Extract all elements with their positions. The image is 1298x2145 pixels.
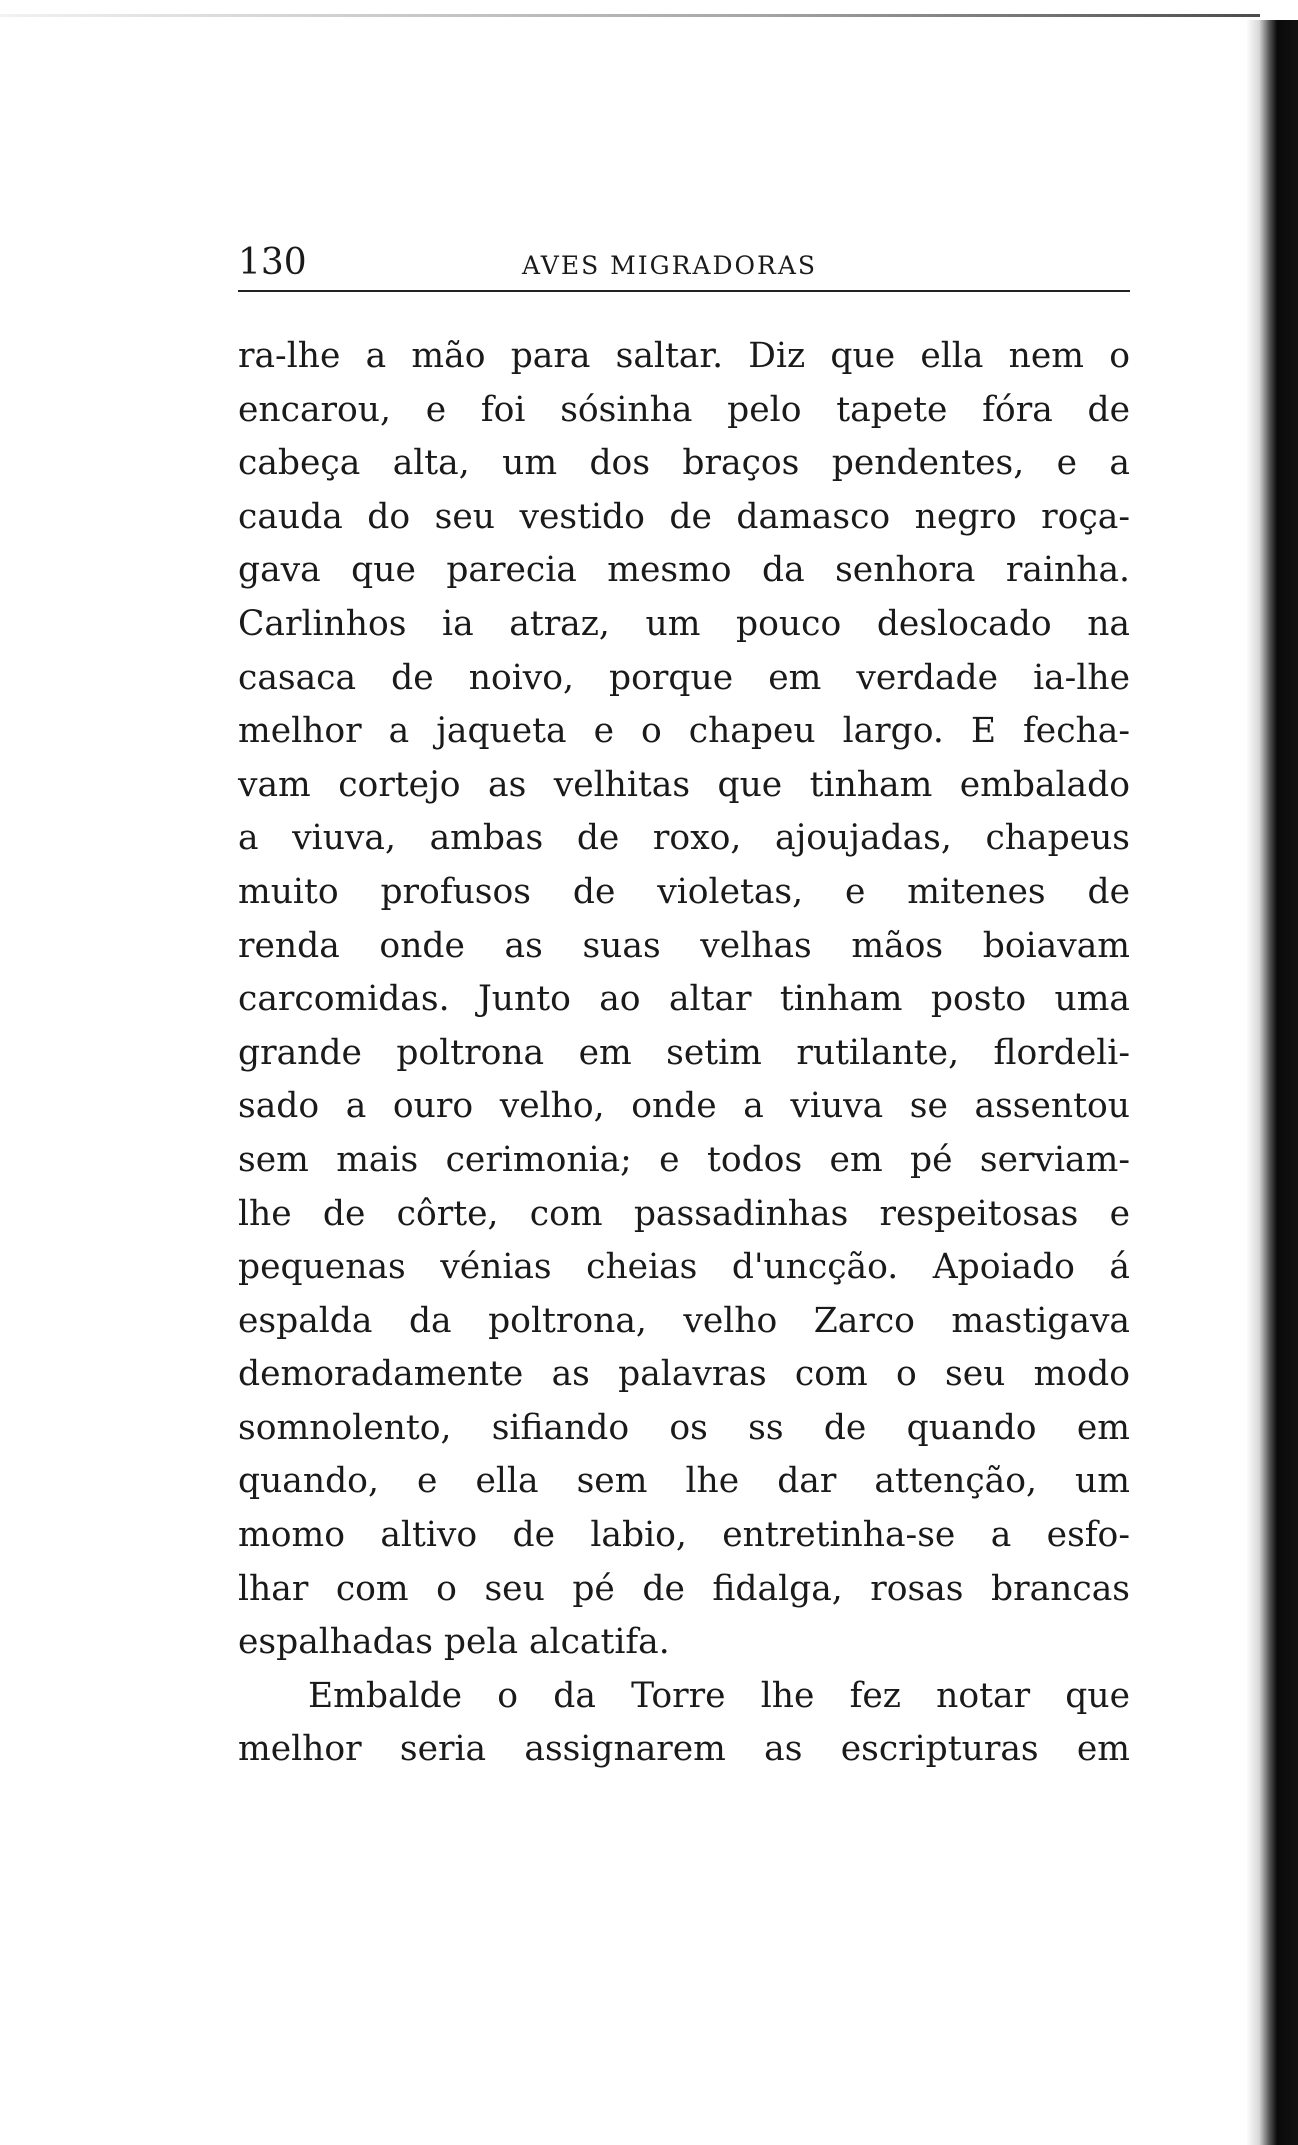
text-line: cauda do seu vestido de damasco negro roça- xyxy=(238,496,1130,537)
text-line: renda onde as suas velhas mãos boiavam xyxy=(238,925,1130,966)
text-line: grande poltrona em setim rutilante, flordeli- xyxy=(238,1032,1130,1073)
body-text xyxy=(238,330,1130,1777)
text-line: sado a ouro velho, onde a viuva se assentou xyxy=(238,1086,1130,1127)
text-line: a viuva, ambas de roxo, ajoujadas, chapeus xyxy=(238,818,1130,859)
text-line: gava que parecia mesmo da senhora rainha. xyxy=(238,550,1130,591)
text-line: demoradamente as palavras com o seu modo xyxy=(238,1354,1130,1395)
page-top-edge xyxy=(0,14,1260,17)
text-line: cabeça alta, um dos braços pendentes, e a xyxy=(238,443,1130,484)
text-line: carcomidas. Junto ao altar tinham posto uma xyxy=(238,979,1130,1020)
text-line: lhar com o seu pé de fidalga, rosas brancas xyxy=(238,1568,1130,1609)
text-line: somnolento, sifiando os ss de quando em xyxy=(238,1407,1130,1448)
text-line: ra-lhe a mão para saltar. Diz que ella nem o xyxy=(238,336,1130,376)
text-line: vam cortejo as velhitas que tinham embalado xyxy=(238,764,1130,805)
book-spine-shadow xyxy=(1246,20,1298,2145)
page-number: 130 xyxy=(238,242,307,283)
text-line: sem mais cerimonia; e todos em pé serviam- xyxy=(238,1139,1130,1180)
text-line: casaca de noivo, porque em verdade ia-lhe xyxy=(238,657,1130,698)
text-line: Carlinhos ia atraz, um pouco deslocado na xyxy=(238,603,1130,644)
text-line: encarou, e foi sósinha pelo tapete fóra de xyxy=(238,389,1130,430)
text-line: espalhadas pela alcatifa. xyxy=(238,1622,670,1663)
running-head xyxy=(238,240,1130,292)
text-line: muito profusos de violetas, e mitenes de xyxy=(238,871,1130,912)
text-line: quando, e ella sem lhe dar attenção, um xyxy=(238,1461,1130,1502)
text-line: momo altivo de labio, entretinha-se a esfo- xyxy=(238,1515,1130,1556)
text-line: pequenas vénias cheias d'uncção. Apoiado á xyxy=(238,1247,1130,1288)
text-line: espalda da poltrona, velho Zarco mastigava xyxy=(238,1300,1130,1341)
text-line: Embalde o da Torre lhe fez notar que xyxy=(308,1675,1130,1716)
text-line: melhor seria assignarem as escripturas em xyxy=(238,1729,1130,1770)
text-line: melhor a jaqueta e o chapeu largo. E fecha- xyxy=(238,711,1130,752)
book-page xyxy=(238,240,1130,1777)
book-title: AVES MIGRADORAS xyxy=(522,251,818,280)
text-line: lhe de côrte, com passadinhas respeitosas e xyxy=(238,1193,1130,1234)
